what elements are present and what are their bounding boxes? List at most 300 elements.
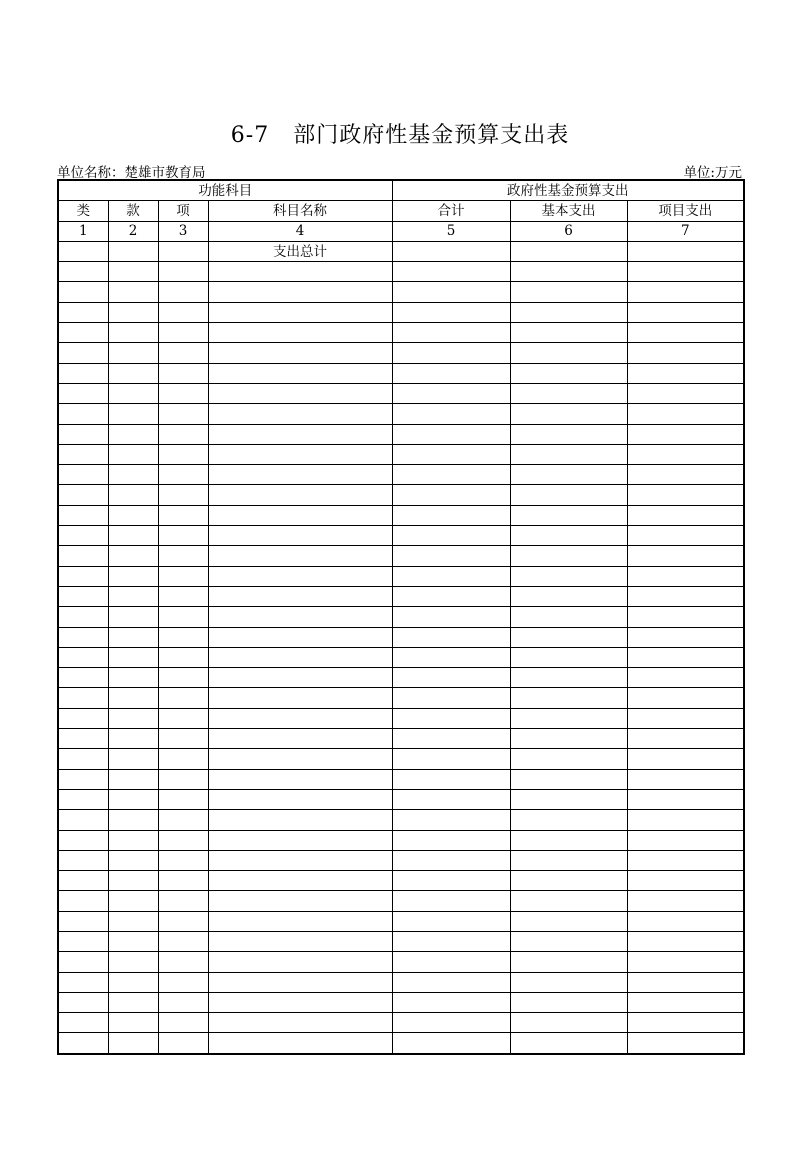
table-cell — [627, 992, 744, 1012]
table-cell — [627, 607, 744, 627]
table-cell — [158, 1013, 208, 1033]
table-cell — [627, 1013, 744, 1033]
table-cell — [392, 485, 510, 505]
total-cell-xiang — [158, 241, 208, 261]
table-cell — [627, 586, 744, 606]
table-row — [58, 708, 744, 728]
table-cell — [108, 343, 158, 363]
table-cell — [208, 1033, 392, 1054]
table-cell — [108, 262, 158, 282]
table-cell — [158, 383, 208, 403]
table-cell — [392, 404, 510, 424]
table-cell — [158, 262, 208, 282]
table-cell — [627, 1033, 744, 1054]
table-cell — [392, 505, 510, 525]
table-cell — [58, 871, 108, 891]
table-cell — [108, 1013, 158, 1033]
table-cell — [58, 911, 108, 931]
table-cell — [158, 282, 208, 302]
table-cell — [58, 668, 108, 688]
column-number: 2 — [108, 221, 158, 241]
table-cell — [510, 566, 627, 586]
table-cell — [108, 830, 158, 850]
table-row — [58, 911, 744, 931]
table-cell — [510, 769, 627, 789]
table-cell — [58, 952, 108, 972]
table-cell — [58, 1013, 108, 1033]
header-fund-expenditure: 政府性基金预算支出 — [392, 180, 744, 201]
table-cell — [510, 850, 627, 870]
table-cell — [510, 729, 627, 749]
table-row — [58, 627, 744, 647]
table-cell — [208, 404, 392, 424]
table-cell — [627, 871, 744, 891]
table-cell — [208, 586, 392, 606]
table-cell — [510, 586, 627, 606]
table-cell — [208, 830, 392, 850]
table-cell — [208, 465, 392, 485]
table-cell — [392, 891, 510, 911]
table-cell — [58, 302, 108, 322]
table-cell — [108, 1033, 158, 1054]
table-row — [58, 810, 744, 830]
column-number: 5 — [392, 221, 510, 241]
table-cell — [208, 323, 392, 343]
table-cell — [108, 424, 158, 444]
table-cell — [208, 566, 392, 586]
table-cell — [158, 1033, 208, 1054]
table-cell — [627, 546, 744, 566]
header-project-expenditure: 项目支出 — [627, 201, 744, 221]
table-cell — [627, 262, 744, 282]
table-cell — [108, 708, 158, 728]
table-cell — [627, 363, 744, 383]
table-row — [58, 972, 744, 992]
table-cell — [208, 262, 392, 282]
table-cell — [208, 708, 392, 728]
table-cell — [58, 972, 108, 992]
table-cell — [208, 952, 392, 972]
table-cell — [108, 952, 158, 972]
table-row — [58, 769, 744, 789]
header-total: 合计 — [392, 201, 510, 221]
table-cell — [158, 485, 208, 505]
table-cell — [392, 992, 510, 1012]
table-cell — [108, 972, 158, 992]
table-cell — [158, 708, 208, 728]
table-cell — [392, 323, 510, 343]
table-cell — [108, 404, 158, 424]
table-cell — [627, 789, 744, 809]
table-cell — [510, 647, 627, 667]
table-row — [58, 749, 744, 769]
table-cell — [510, 505, 627, 525]
table-cell — [510, 363, 627, 383]
table-cell — [510, 282, 627, 302]
table-cell — [108, 383, 158, 403]
table-cell — [627, 668, 744, 688]
table-cell — [58, 343, 108, 363]
table-cell — [108, 505, 158, 525]
table-cell — [627, 526, 744, 546]
table-cell — [627, 688, 744, 708]
table-cell — [58, 931, 108, 951]
table-row — [58, 931, 744, 951]
table-row — [58, 830, 744, 850]
table-cell — [108, 647, 158, 667]
table-row — [58, 465, 744, 485]
table-cell — [58, 708, 108, 728]
table-row — [58, 668, 744, 688]
table-cell — [108, 992, 158, 1012]
table-cell — [208, 810, 392, 830]
table-cell — [510, 546, 627, 566]
unit-name-label: 单位名称：楚雄市教育局 — [57, 165, 206, 181]
table-cell — [627, 485, 744, 505]
header-column-row — [58, 201, 744, 221]
header-number-row — [58, 221, 744, 241]
table-cell — [208, 850, 392, 870]
table-cell — [392, 363, 510, 383]
table-cell — [627, 505, 744, 525]
table-row — [58, 546, 744, 566]
table-cell — [392, 952, 510, 972]
table-row — [58, 526, 744, 546]
table-cell — [208, 302, 392, 322]
table-cell — [510, 708, 627, 728]
table-cell — [158, 871, 208, 891]
table-cell — [158, 424, 208, 444]
table-cell — [58, 444, 108, 464]
table-cell — [208, 282, 392, 302]
unit-label: 单位:万元 — [683, 165, 742, 181]
table-row — [58, 871, 744, 891]
table-cell — [627, 383, 744, 403]
table-cell — [392, 972, 510, 992]
table-cell — [158, 546, 208, 566]
table-cell — [58, 647, 108, 667]
table-cell — [392, 749, 510, 769]
table-cell — [108, 749, 158, 769]
table-cell — [58, 526, 108, 546]
table-cell — [58, 383, 108, 403]
table-row — [58, 729, 744, 749]
table-cell — [392, 262, 510, 282]
table-cell — [627, 566, 744, 586]
column-number: 4 — [208, 221, 392, 241]
table-cell — [108, 323, 158, 343]
table-cell — [510, 871, 627, 891]
column-number: 1 — [58, 221, 108, 241]
table-cell — [392, 688, 510, 708]
table-cell — [108, 810, 158, 830]
table-cell — [208, 607, 392, 627]
table-cell — [208, 972, 392, 992]
table-cell — [158, 891, 208, 911]
table-row — [58, 505, 744, 525]
total-cell-basic — [510, 241, 627, 261]
table-row — [58, 688, 744, 708]
table-cell — [510, 485, 627, 505]
table-cell — [510, 952, 627, 972]
table-cell — [627, 404, 744, 424]
table-cell — [208, 668, 392, 688]
table-cell — [392, 627, 510, 647]
table-cell — [208, 911, 392, 931]
total-cell-total — [392, 241, 510, 261]
table-row — [58, 343, 744, 363]
table-cell — [108, 282, 158, 302]
table-cell — [392, 424, 510, 444]
table-cell — [158, 931, 208, 951]
table-cell — [158, 972, 208, 992]
table-cell — [510, 302, 627, 322]
table-cell — [627, 972, 744, 992]
table-cell — [510, 830, 627, 850]
total-row — [58, 241, 744, 261]
table-row — [58, 404, 744, 424]
table-cell — [510, 931, 627, 951]
table-cell — [58, 688, 108, 708]
table-cell — [392, 871, 510, 891]
header-subject-name: 科目名称 — [208, 201, 392, 221]
table-cell — [58, 830, 108, 850]
header-basic-expenditure: 基本支出 — [510, 201, 627, 221]
table-cell — [208, 383, 392, 403]
table-cell — [158, 789, 208, 809]
header-lei: 类 — [58, 201, 108, 221]
total-cell-lei — [58, 241, 108, 261]
table-cell — [58, 546, 108, 566]
table-row — [58, 262, 744, 282]
total-cell-project — [627, 241, 744, 261]
table-row — [58, 485, 744, 505]
table-cell — [108, 302, 158, 322]
table-cell — [108, 444, 158, 464]
table-cell — [510, 1033, 627, 1054]
table-cell — [627, 729, 744, 749]
table-cell — [158, 850, 208, 870]
table-cell — [392, 647, 510, 667]
table-cell — [392, 1013, 510, 1033]
table-cell — [58, 627, 108, 647]
table-cell — [58, 729, 108, 749]
table-cell — [392, 769, 510, 789]
table-cell — [58, 850, 108, 870]
table-cell — [208, 931, 392, 951]
table-cell — [158, 302, 208, 322]
table-cell — [58, 749, 108, 769]
table-cell — [108, 526, 158, 546]
table-cell — [627, 891, 744, 911]
table-cell — [58, 992, 108, 1012]
table-row — [58, 383, 744, 403]
table-cell — [108, 911, 158, 931]
table-row — [58, 952, 744, 972]
table-cell — [108, 931, 158, 951]
table-cell — [627, 647, 744, 667]
table-row — [58, 992, 744, 1012]
table-cell — [510, 891, 627, 911]
table-cell — [158, 769, 208, 789]
table-row — [58, 789, 744, 809]
table-cell — [158, 992, 208, 1012]
table-cell — [510, 262, 627, 282]
table-cell — [108, 769, 158, 789]
table-cell — [58, 363, 108, 383]
column-number: 6 — [510, 221, 627, 241]
table-cell — [108, 627, 158, 647]
table-cell — [510, 911, 627, 931]
table-cell — [58, 789, 108, 809]
table-cell — [108, 607, 158, 627]
table-cell — [392, 789, 510, 809]
table-cell — [58, 566, 108, 586]
table-cell — [58, 485, 108, 505]
table-cell — [392, 343, 510, 363]
table-cell — [58, 810, 108, 830]
table-cell — [392, 383, 510, 403]
table-cell — [108, 688, 158, 708]
table-cell — [510, 810, 627, 830]
table-row — [58, 1013, 744, 1033]
table-cell — [58, 424, 108, 444]
table-cell — [108, 485, 158, 505]
table-cell — [510, 465, 627, 485]
table-row — [58, 647, 744, 667]
table-cell — [208, 647, 392, 667]
header-function-subject: 功能科目 — [58, 180, 392, 201]
table-cell — [392, 282, 510, 302]
table-cell — [627, 810, 744, 830]
table-cell — [392, 465, 510, 485]
table-cell — [208, 891, 392, 911]
table-cell — [392, 729, 510, 749]
table-cell — [392, 810, 510, 830]
table-cell — [58, 1033, 108, 1054]
table-cell — [510, 343, 627, 363]
table-cell — [158, 505, 208, 525]
table-cell — [108, 871, 158, 891]
table-cell — [208, 424, 392, 444]
table-cell — [627, 749, 744, 769]
table-title: 6-7 部门政府性基金预算支出表 — [230, 123, 570, 148]
table-cell — [58, 607, 108, 627]
table-cell — [158, 526, 208, 546]
table-cell — [392, 931, 510, 951]
table-cell — [510, 789, 627, 809]
table-cell — [158, 729, 208, 749]
table-cell — [158, 952, 208, 972]
table-row — [58, 586, 744, 606]
table-cell — [510, 444, 627, 464]
table-cell — [208, 485, 392, 505]
table-cell — [108, 891, 158, 911]
table-cell — [158, 566, 208, 586]
table-cell — [392, 566, 510, 586]
table-cell — [108, 729, 158, 749]
header-group-row — [58, 180, 744, 201]
table-cell — [392, 586, 510, 606]
table-cell — [208, 526, 392, 546]
table-cell — [58, 891, 108, 911]
table-row — [58, 850, 744, 870]
table-row — [58, 607, 744, 627]
table-cell — [158, 911, 208, 931]
table-cell — [392, 830, 510, 850]
table-cell — [208, 871, 392, 891]
table-row — [58, 302, 744, 322]
table-cell — [392, 911, 510, 931]
table-cell — [158, 749, 208, 769]
table-cell — [510, 526, 627, 546]
table-cell — [627, 323, 744, 343]
table-cell — [510, 404, 627, 424]
table-cell — [58, 282, 108, 302]
table-cell — [58, 769, 108, 789]
table-cell — [392, 668, 510, 688]
table-cell — [158, 830, 208, 850]
table-cell — [627, 343, 744, 363]
table-cell — [392, 526, 510, 546]
table-cell — [108, 566, 158, 586]
table-cell — [627, 911, 744, 931]
column-number: 3 — [158, 221, 208, 241]
table-cell — [58, 323, 108, 343]
table-cell — [158, 586, 208, 606]
table-cell — [58, 404, 108, 424]
table-cell — [510, 992, 627, 1012]
table-cell — [158, 363, 208, 383]
table-cell — [627, 444, 744, 464]
total-cell-kuan — [108, 241, 158, 261]
table-cell — [627, 282, 744, 302]
table-cell — [627, 830, 744, 850]
table-cell — [510, 607, 627, 627]
table-row — [58, 282, 744, 302]
table-cell — [208, 343, 392, 363]
table-cell — [158, 607, 208, 627]
table-cell — [108, 668, 158, 688]
table-cell — [392, 850, 510, 870]
table-cell — [208, 546, 392, 566]
table-row — [58, 363, 744, 383]
table-cell — [158, 627, 208, 647]
table-cell — [392, 444, 510, 464]
table-row — [58, 444, 744, 464]
table-cell — [627, 708, 744, 728]
table-cell — [510, 972, 627, 992]
table-cell — [108, 586, 158, 606]
table-cell — [108, 363, 158, 383]
table-cell — [510, 323, 627, 343]
table-cell — [158, 404, 208, 424]
table-cell — [510, 668, 627, 688]
table-cell — [208, 1013, 392, 1033]
column-number: 7 — [627, 221, 744, 241]
table-cell — [158, 465, 208, 485]
table-cell — [158, 343, 208, 363]
budget-table — [57, 179, 745, 1055]
table-cell — [627, 627, 744, 647]
table-row — [58, 566, 744, 586]
table-cell — [510, 424, 627, 444]
table-cell — [392, 546, 510, 566]
table-row — [58, 323, 744, 343]
table-cell — [158, 444, 208, 464]
table-cell — [158, 668, 208, 688]
table-cell — [208, 688, 392, 708]
